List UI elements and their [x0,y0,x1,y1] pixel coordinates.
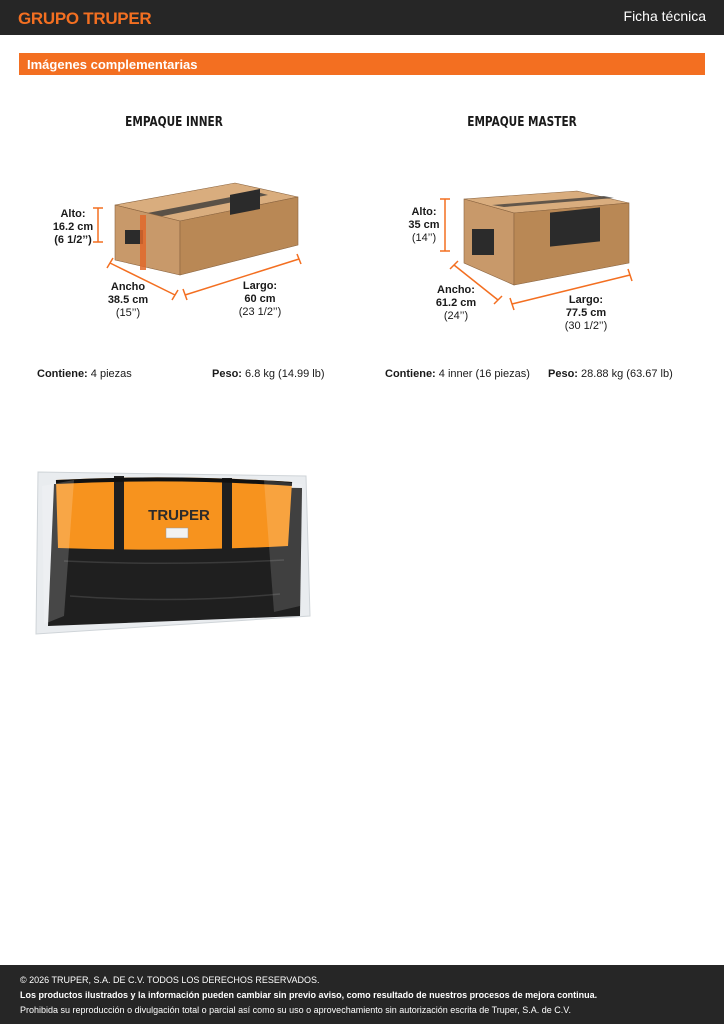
master-contents: Contiene: 4 inner (16 piezas) [385,368,530,380]
master-ancho-dimension: Ancho: 61.2 cm (24’’) [435,284,477,322]
footer-notice: Los productos ilustrados y la información pueden cambiar sin previo aviso, como resultado de nuestros procesos de mejora continua. [20,990,598,1000]
footer-legal: Prohibida su reproducción o divulgación total o parcial así como su uso o aprovechamiento sin autorización escrita de Truper, S.A. de C.V. [20,1005,571,1015]
inner-alto-dimension: Alto: 16.2 cm (6 1/2’’) [52,208,94,246]
section-title: Imágenes complementarias [27,57,198,72]
master-largo-dimension: Largo: 77.5 cm (30 1/2’’) [564,294,608,332]
inner-pack-title: EMPAQUE INNER [125,115,223,130]
footer-copyright: © 2026 TRUPER, S.A. DE C.V. TODOS LOS DERECHOS RESERVADOS. [20,975,320,985]
brand-logo: GRUPO TRUPER [18,9,152,28]
master-pack-title: EMPAQUE MASTER [467,115,577,130]
inner-contents: Contiene: 4 piezas [37,368,132,380]
header-bar [0,0,724,35]
footer [0,965,724,1024]
master-weight: Peso: 28.88 kg (63.67 lb) [548,368,673,380]
master-alto-dimension: Alto: 35 cm (14’’) [408,206,440,244]
bag-logo-text: TRUPER [148,507,210,524]
product-bag-image [34,466,314,638]
inner-largo-dimension: Largo: 60 cm (23 1/2’’) [238,280,282,318]
document-type: Ficha técnica [623,8,706,24]
inner-weight: Peso: 6.8 kg (14.99 lb) [212,368,325,380]
section-header [19,53,705,75]
inner-ancho-dimension: Ancho 38.5 cm (15’’) [107,281,149,319]
